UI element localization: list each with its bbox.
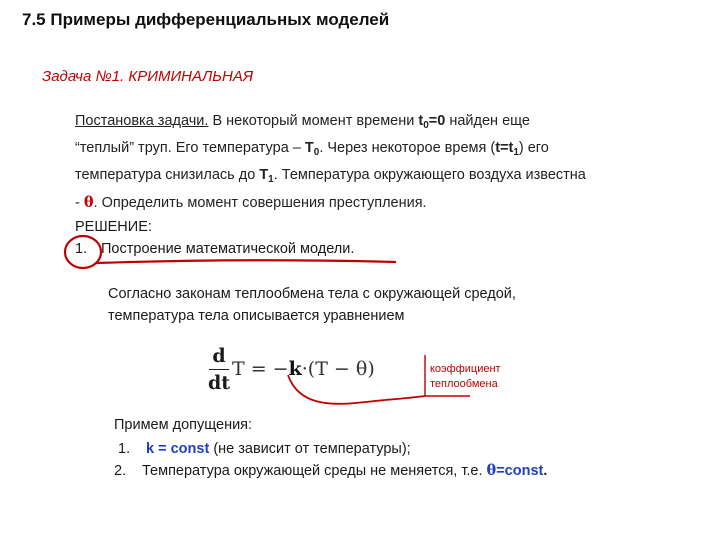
task-heading: Задача №1. КРИМИНАЛЬНАЯ — [42, 68, 254, 85]
step-number: 1. — [75, 241, 88, 257]
statement-text: - — [75, 195, 84, 211]
item-number: 2. — [114, 463, 127, 479]
t0-subscript: 0 — [423, 120, 429, 131]
T1-symbol: T — [259, 167, 269, 183]
t0-equals: =0 — [428, 113, 446, 129]
T0-symbol: T — [304, 140, 314, 156]
problem-statement — [75, 110, 700, 215]
t0-symbol: t — [418, 113, 424, 129]
assumptions-list — [114, 438, 547, 482]
derivative-fraction — [208, 345, 230, 394]
statement-line-4 — [75, 191, 700, 215]
temp-T0 — [305, 140, 319, 156]
statement-text: В некоторый момент времени — [208, 113, 419, 129]
statement-line-1 — [75, 110, 700, 137]
assumption-item-2 — [114, 460, 547, 482]
law-text — [108, 283, 516, 327]
fraction-bar — [209, 369, 229, 370]
time-t0 — [418, 113, 445, 129]
solution-step-1 — [75, 241, 354, 257]
assumption-item-1 — [114, 438, 547, 460]
theta-symbol: θ — [486, 462, 497, 479]
coefficient-k: k — [288, 358, 302, 380]
statement-text: . Определить момент совершения преступления. — [93, 195, 427, 211]
T0-subscript: 0 — [313, 147, 320, 158]
equation-lhs-part: T = − — [232, 358, 289, 380]
assumptions-label: Примем допущения: — [114, 417, 253, 433]
law-line-1: Согласно законам теплообмена тела с окружающей средой, — [108, 286, 516, 302]
statement-label: Постановка задачи. — [75, 113, 209, 129]
statement-text: “теплый” труп. Его температура – — [75, 140, 305, 156]
annotation-line-2: теплообмена — [430, 378, 498, 390]
statement-text: ) его — [518, 140, 549, 156]
fraction-denominator: dt — [208, 372, 231, 394]
item-number: 1. — [118, 441, 131, 457]
t1-symbol: t=t — [495, 140, 514, 156]
item-text: Температура окружающей среды не меняется, т.е. — [142, 463, 487, 479]
law-line-2: температура тела описывается уравнением — [108, 308, 405, 324]
item-text: (не зависит от температуры); — [209, 441, 411, 457]
theta-const: =const — [496, 463, 544, 479]
coefficient-annotation — [430, 362, 501, 392]
statement-line-3 — [75, 164, 700, 191]
theta-symbol: θ — [83, 194, 94, 211]
statement-text: . Температура окружающего воздуха известна — [273, 167, 586, 183]
item-end-dot: . — [543, 463, 548, 479]
step-text: Построение математической модели. — [101, 241, 355, 257]
statement-text: найден еще — [445, 113, 530, 129]
slide-title: 7.5 Примеры дифференциальных моделей — [22, 10, 390, 29]
T1-subscript: 1 — [268, 174, 274, 185]
temp-T1 — [259, 167, 273, 183]
k-const: k = const — [146, 441, 210, 457]
t1-subscript: 1 — [513, 147, 519, 158]
underline-mark — [96, 260, 396, 263]
equation-bracket-part: ·(T − θ) — [301, 358, 375, 380]
statement-text: температура снизилась до — [75, 167, 260, 183]
annotation-line-1: коэффициент — [430, 363, 501, 375]
solution-label: РЕШЕНИЕ: — [75, 219, 152, 235]
fraction-numerator: d — [212, 345, 226, 367]
time-t1 — [495, 140, 519, 156]
equation-rhs — [232, 358, 375, 380]
heat-equation — [200, 343, 385, 401]
statement-line-2 — [75, 137, 700, 164]
statement-text: . Через некоторое время ( — [319, 140, 496, 156]
